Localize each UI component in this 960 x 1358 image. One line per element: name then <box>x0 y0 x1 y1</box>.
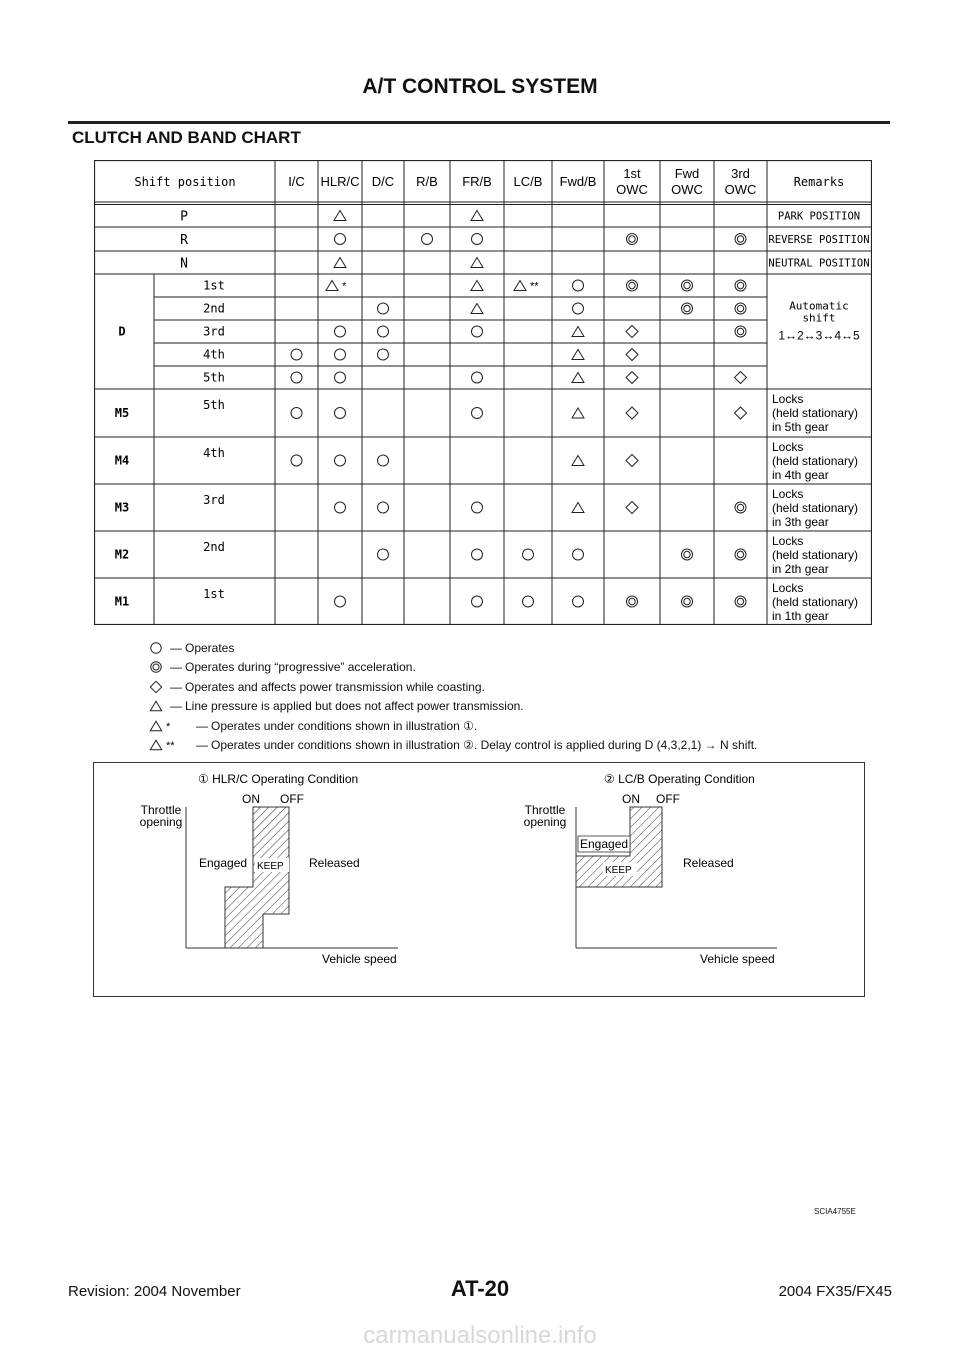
legend-text: Operates under conditions shown in illustration ②. Delay control is applied during D (4,3,2,1) → N shift. <box>211 738 758 753</box>
condition-asterisk: ** <box>166 740 175 753</box>
footer-model: 2004 FX35/FX45 <box>778 1283 892 1300</box>
operates-mark <box>335 455 346 466</box>
condition-asterisk: * <box>342 280 347 293</box>
line-pressure-mark <box>471 258 483 268</box>
coasting-mark <box>626 407 638 419</box>
hlrc-title: ① HLR/C Operating Condition <box>198 772 359 786</box>
legend-dash: — <box>170 679 182 694</box>
table-row <box>115 587 746 609</box>
progressive-mark <box>627 280 638 291</box>
remark-lock-text: (held stationary) <box>772 501 859 515</box>
operates-mark <box>335 596 346 607</box>
lcb-keep-label: KEEP <box>605 865 632 876</box>
remark-auto-shift: shift <box>802 311 836 325</box>
progressive-mark <box>682 303 693 314</box>
progressive-mark-inner <box>737 328 743 334</box>
hlrc-keep-region <box>225 807 289 948</box>
line-pressure-mark <box>471 281 483 291</box>
column-header: OWC <box>724 182 757 197</box>
remark-lock-text: (held stationary) <box>772 406 859 420</box>
progressive-mark <box>735 234 746 245</box>
lcb-off-label: OFF <box>656 792 680 806</box>
hlrc-ylabel-1: Throttle <box>140 803 182 817</box>
lcb-ylabel-1: Throttle <box>524 803 566 817</box>
gear-label: 1st <box>203 587 225 601</box>
table-row <box>203 371 746 385</box>
gear-label: 3rd <box>203 493 225 507</box>
gear-label: 5th <box>203 370 225 385</box>
progressive-mark-inner <box>737 282 743 288</box>
shift-position-label: M3 <box>114 500 130 515</box>
line-pressure-mark <box>572 503 584 513</box>
legend-symbol-icon <box>148 737 190 753</box>
legend-symbol-icon <box>148 698 164 714</box>
progressive-mark-inner <box>737 551 743 557</box>
progressive-mark-inner <box>629 282 635 288</box>
operates-mark <box>523 549 534 560</box>
operates-mark <box>422 234 433 245</box>
legend-item <box>148 658 757 678</box>
shift-position-label: M2 <box>114 547 130 562</box>
remark-lock-text: in 3th gear <box>772 515 829 529</box>
progressive-mark <box>682 596 693 607</box>
progressive-mark-inner <box>684 282 690 288</box>
watermark-link[interactable]: carmanualsonline.info <box>363 1322 597 1349</box>
hlrc-xlabel: Vehicle speed <box>322 952 397 966</box>
lcb-title: ② LC/B Operating Condition <box>604 772 755 786</box>
coasting-mark <box>735 372 747 384</box>
legend-dash: — <box>196 718 208 733</box>
line-pressure-mark <box>150 702 161 712</box>
remark-lock-text: in 1th gear <box>772 609 829 623</box>
column-header: R/B <box>416 174 438 189</box>
operates-mark <box>291 372 302 383</box>
operates-mark <box>378 549 389 560</box>
table-row <box>180 257 483 272</box>
line-pressure-mark <box>572 408 584 418</box>
hlrc-keep-label: KEEP <box>257 861 284 872</box>
column-header: OWC <box>616 182 648 197</box>
table-row <box>203 302 746 316</box>
operates-mark <box>335 349 346 360</box>
shift-position-label: P <box>180 209 188 225</box>
remark-text: REVERSE POSITION <box>768 234 870 246</box>
legend-symbol-icon <box>148 640 164 656</box>
table-row <box>115 446 638 468</box>
shift-position-label: N <box>180 256 188 272</box>
lcb-condition-panel <box>524 772 777 966</box>
column-header: FR/B <box>462 174 492 189</box>
page-title: A/T CONTROL SYSTEM <box>362 75 598 98</box>
progressive-mark-inner <box>684 305 690 311</box>
condition-asterisk: * <box>166 720 171 733</box>
remark-lock-text: Locks <box>772 440 804 454</box>
shift-position-label: D <box>118 324 126 339</box>
line-pressure-mark <box>334 211 346 221</box>
column-header: 3rd <box>731 166 750 181</box>
remark-lock-text: Locks <box>772 487 804 501</box>
progressive-mark <box>735 596 746 607</box>
progressive-mark-inner <box>737 236 743 242</box>
clutch-band-table <box>94 160 872 630</box>
operates-mark <box>472 502 483 513</box>
condition-asterisk: ** <box>530 280 539 293</box>
progressive-mark-inner <box>629 598 635 604</box>
shift-position-label: M4 <box>114 453 130 468</box>
progressive-mark <box>735 502 746 513</box>
legend-dash: — <box>170 699 182 714</box>
legend-dash: — <box>170 660 182 675</box>
operates-mark <box>472 372 483 383</box>
remark-auto-shift: 1↔2↔3↔4↔5 <box>778 328 860 343</box>
remark-lock-text: (held stationary) <box>772 548 859 562</box>
operates-mark <box>335 502 346 513</box>
table-row <box>180 233 746 248</box>
remark-lock-text: (held stationary) <box>772 595 859 609</box>
progressive-mark <box>627 596 638 607</box>
hlrc-released-label: Released <box>309 856 360 870</box>
footer-page-number: AT-20 <box>450 1276 510 1301</box>
lcb-on-label: ON <box>622 792 640 806</box>
operates-mark <box>378 303 389 314</box>
progressive-mark <box>735 326 746 337</box>
line-pressure-mark <box>334 258 346 268</box>
column-header: Fwd/B <box>559 174 597 189</box>
lcb-xlabel: Vehicle speed <box>700 952 775 966</box>
lcb-engaged-label: Engaged <box>580 837 629 851</box>
section-title: CLUTCH AND BAND CHART <box>72 128 301 147</box>
column-header: D/C <box>371 174 395 189</box>
line-pressure-mark <box>150 721 161 731</box>
line-pressure-mark <box>150 741 161 751</box>
coasting-mark <box>626 502 638 514</box>
gear-label: 4th <box>203 446 225 460</box>
line-pressure-mark <box>326 281 338 291</box>
legend-symbol-icon <box>148 718 190 734</box>
figure-code: SCIA4755E <box>814 1207 856 1216</box>
gear-label: 3rd <box>203 324 225 339</box>
remark-lock-text: in 2th gear <box>772 562 829 576</box>
legend-item <box>148 716 757 736</box>
progressive-mark <box>735 280 746 291</box>
operates-mark <box>335 234 346 245</box>
line-pressure-mark <box>572 350 584 360</box>
operates-mark <box>523 596 534 607</box>
table-row <box>180 210 483 225</box>
legend <box>148 638 757 755</box>
operates-mark <box>335 326 346 337</box>
operates-mark <box>335 372 346 383</box>
operates-mark <box>378 502 389 513</box>
hlrc-condition-panel <box>140 772 398 966</box>
operates-mark <box>378 455 389 466</box>
operates-mark <box>378 326 389 337</box>
hlrc-engaged-label: Engaged <box>199 856 248 870</box>
footer-revision: Revision: 2004 November <box>68 1283 241 1300</box>
operating-condition-figure <box>93 762 865 1002</box>
remark-lock-text: in 4th gear <box>772 468 829 482</box>
gear-label: 4th <box>203 347 225 362</box>
line-pressure-mark <box>572 327 584 337</box>
coasting-mark <box>626 455 638 467</box>
progressive-mark-inner <box>737 504 743 510</box>
progressive-mark <box>735 303 746 314</box>
operates-mark <box>291 349 302 360</box>
shift-position-label: R <box>180 233 188 248</box>
operates-mark <box>472 596 483 607</box>
column-header: LC/B <box>513 174 543 189</box>
shift-position-label: M5 <box>114 406 130 420</box>
operates-mark <box>291 408 302 419</box>
hlrc-ylabel-2: opening <box>139 815 183 829</box>
progressive-mark-inner <box>684 551 690 557</box>
operates-mark <box>472 234 483 245</box>
column-header: OWC <box>671 182 703 197</box>
lcb-released-label: Released <box>683 856 734 870</box>
operates-mark <box>335 408 346 419</box>
operates-mark <box>472 326 483 337</box>
progressive-mark <box>682 549 693 560</box>
legend-item <box>148 736 757 756</box>
legend-item <box>148 697 757 717</box>
remark-lock-text: (held stationary) <box>772 454 859 468</box>
legend-item <box>148 638 757 658</box>
legend-text: Operates <box>185 640 235 655</box>
coasting-mark <box>626 349 638 361</box>
line-pressure-mark <box>572 456 584 466</box>
progressive-mark-inner <box>737 305 743 311</box>
table-row <box>203 348 638 362</box>
gear-label: 5th <box>203 398 225 412</box>
operates-mark <box>573 280 584 291</box>
shift-position-header: Shift position <box>134 175 236 189</box>
coasting-mark <box>626 372 638 384</box>
operates-mark <box>573 596 584 607</box>
legend-dash: — <box>196 738 208 753</box>
column-header: HLR/C <box>320 174 360 189</box>
table-frame <box>95 161 872 625</box>
progressive-mark-inner <box>737 598 743 604</box>
operates-mark <box>472 408 483 419</box>
gear-label: 2nd <box>203 540 225 554</box>
remark-lock-text: Locks <box>772 534 804 548</box>
hlrc-off-label: OFF <box>280 792 304 806</box>
progressive-mark-inner <box>629 236 635 242</box>
line-pressure-mark <box>572 373 584 383</box>
table-row <box>115 493 746 515</box>
legend-text: Line pressure is applied but does not affect power transmission. <box>185 699 524 714</box>
operates-mark <box>291 455 302 466</box>
coasting-mark <box>735 407 747 419</box>
operates-mark <box>573 303 584 314</box>
line-pressure-mark <box>471 211 483 221</box>
remark-auto-shift: Automatic <box>789 299 849 313</box>
remark-lock-text: in 5th gear <box>772 420 829 434</box>
legend-text: Operates and affects power transmission while coasting. <box>185 679 485 694</box>
progressive-mark <box>735 549 746 560</box>
progressive-mark <box>627 234 638 245</box>
gear-label: 1st <box>203 278 225 293</box>
column-header: I/C <box>288 174 305 189</box>
remarks-header: Remarks <box>793 175 845 189</box>
table-row <box>203 325 746 339</box>
column-header: 1st <box>623 166 641 181</box>
progressive-mark-inner <box>153 664 159 670</box>
coasting-mark <box>626 326 638 338</box>
legend-dash: — <box>170 640 182 655</box>
remark-text: NEUTRAL POSITION <box>768 257 870 270</box>
column-header: Fwd <box>674 166 700 181</box>
line-pressure-mark <box>471 304 483 314</box>
legend-text: Operates under conditions shown in illustration ①. <box>211 718 478 733</box>
progressive-mark-inner <box>684 598 690 604</box>
table-row <box>115 398 747 420</box>
progressive-mark <box>151 662 161 672</box>
operates-mark <box>378 349 389 360</box>
title-rule <box>68 121 890 124</box>
shift-position-label: M1 <box>114 594 130 609</box>
legend-text: Operates during “progressive” acceleration. <box>185 660 416 675</box>
line-pressure-mark <box>514 281 526 291</box>
table-row <box>115 540 746 562</box>
remark-lock-text: Locks <box>772 581 804 595</box>
remark-text: PARK POSITION <box>777 210 861 223</box>
remark-lock-text: Locks <box>772 392 804 406</box>
coasting-mark <box>150 681 161 692</box>
progressive-mark <box>682 280 693 291</box>
legend-item <box>148 677 757 697</box>
legend-symbol-icon <box>148 679 164 695</box>
lcb-ylabel-2: opening <box>523 815 567 829</box>
gear-label: 2nd <box>203 301 225 316</box>
legend-symbol-icon <box>148 659 164 675</box>
hlrc-on-label: ON <box>242 792 260 806</box>
operates-mark <box>573 549 584 560</box>
operates-mark <box>472 549 483 560</box>
operates-mark <box>151 643 161 653</box>
